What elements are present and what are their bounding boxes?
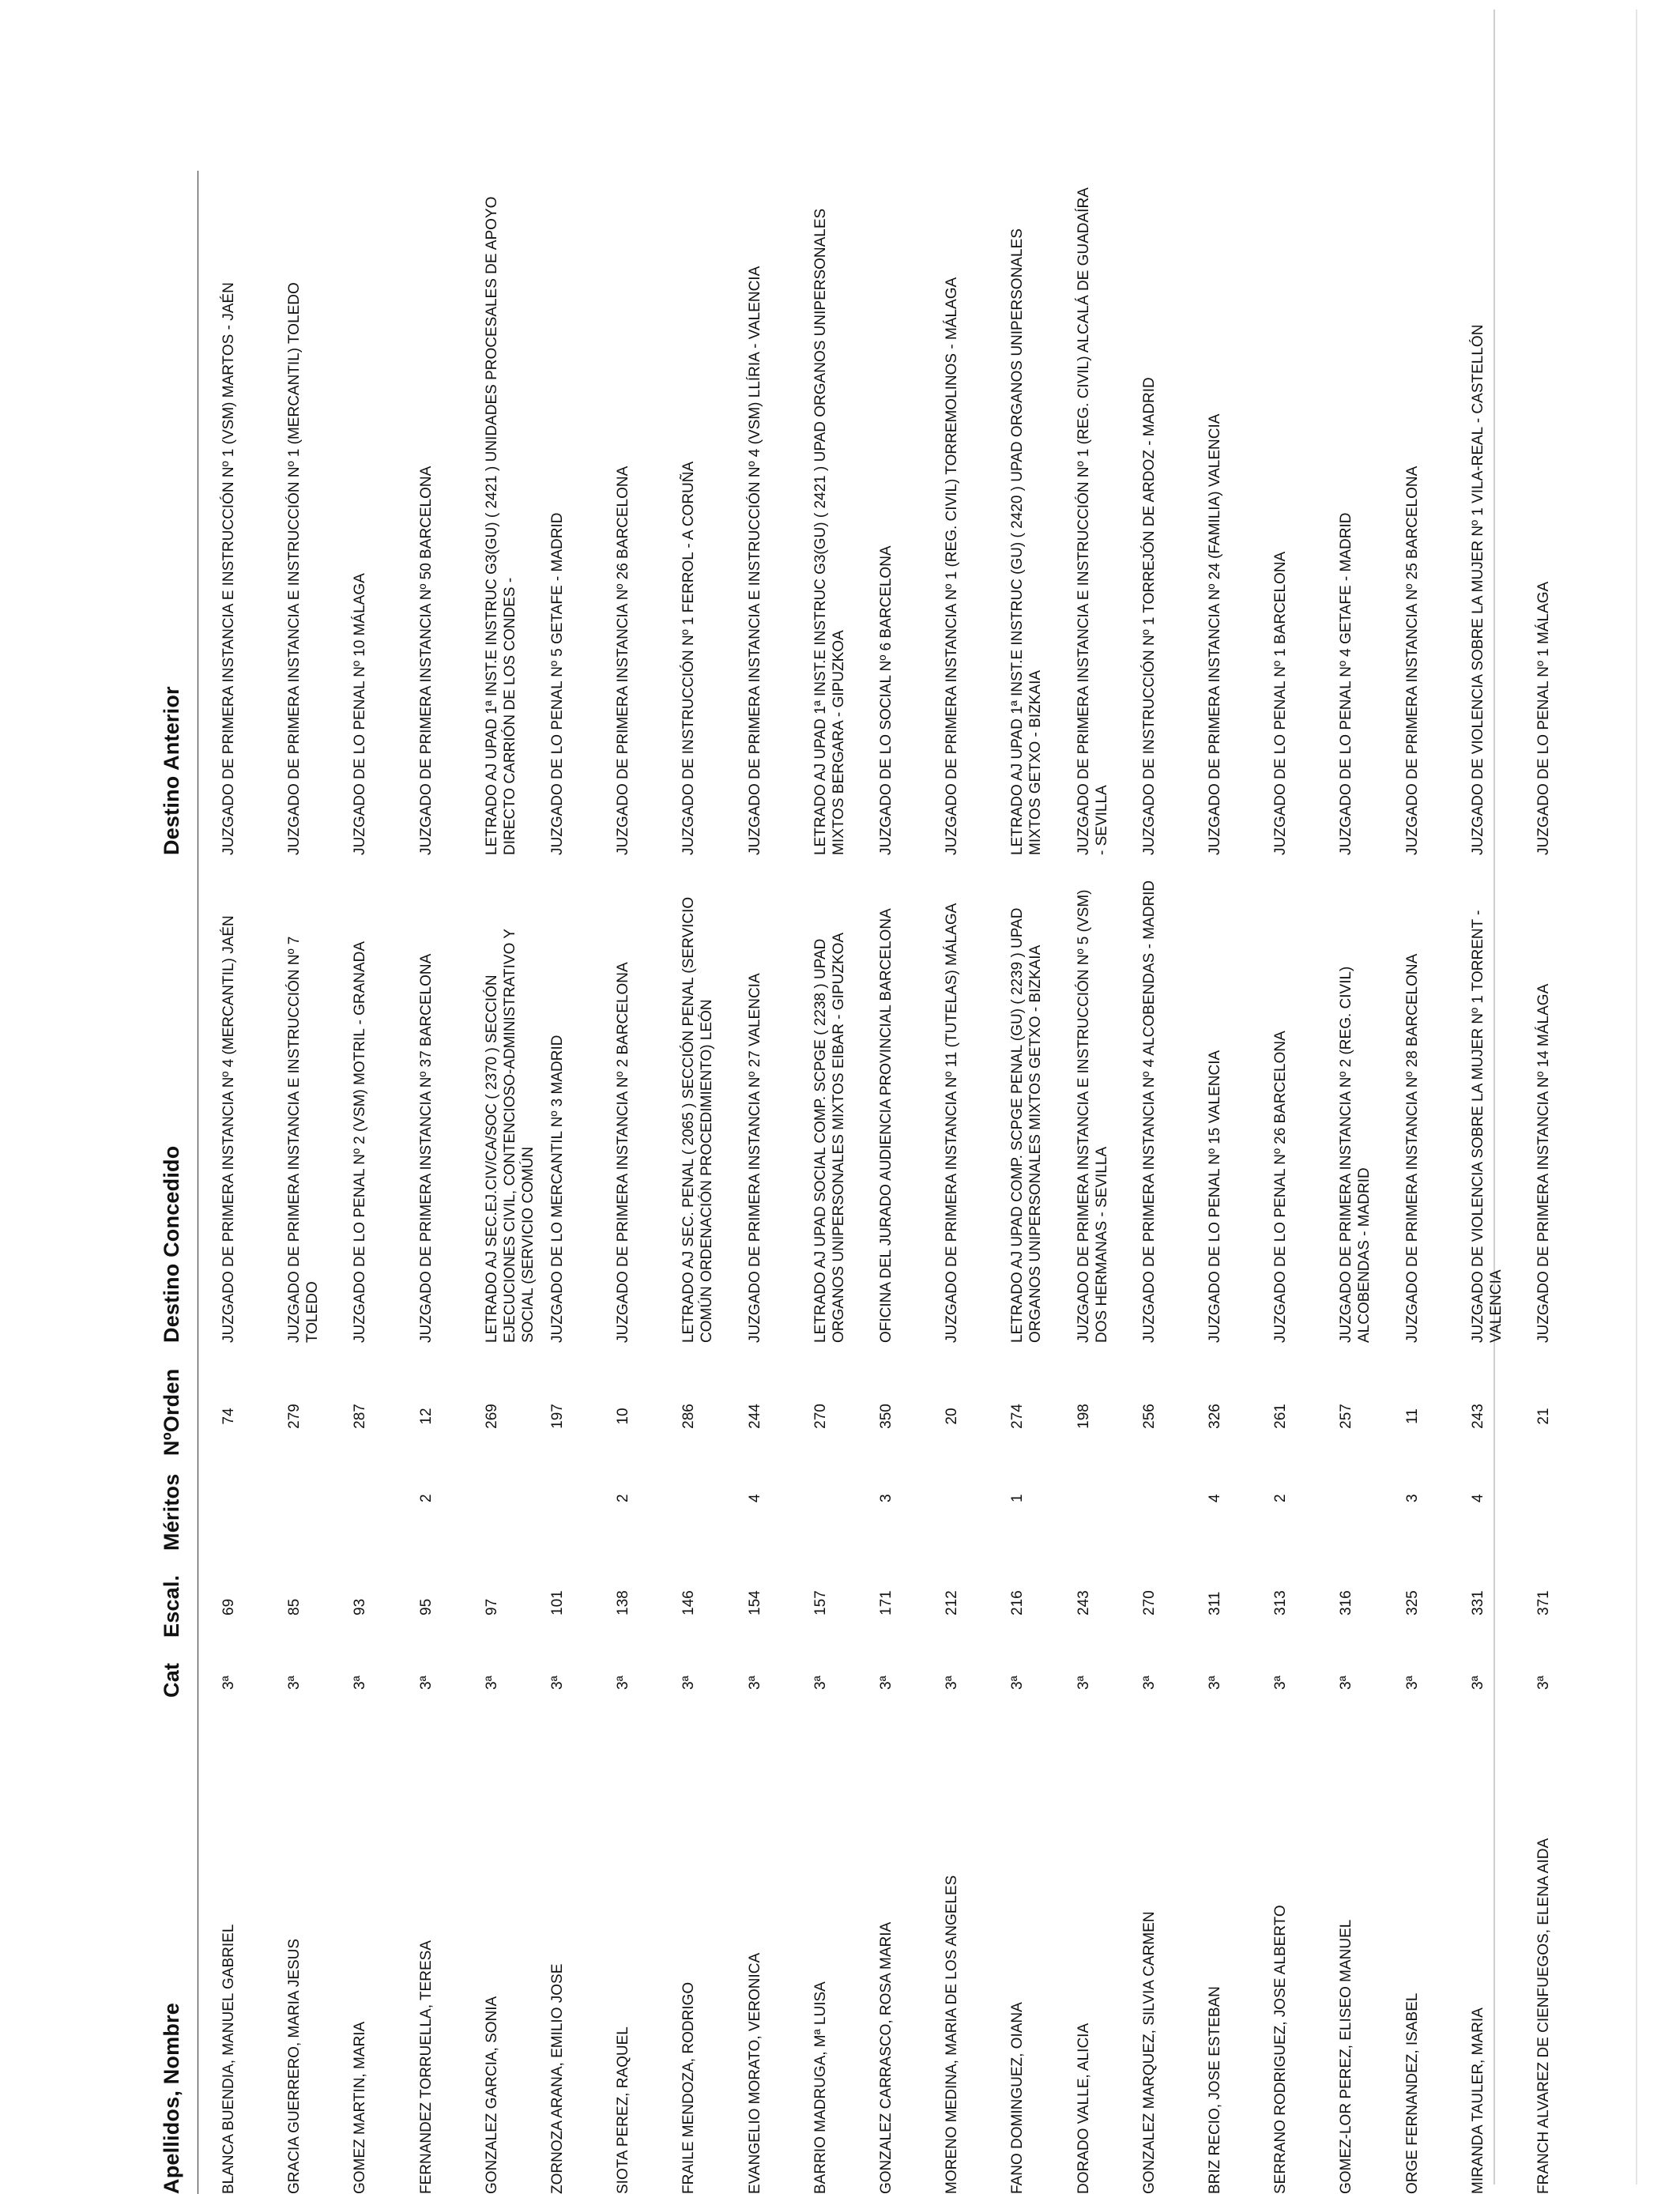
cell-escal: 325 — [1403, 1590, 1421, 1615]
cell-cat: 3ª — [417, 1676, 435, 1690]
cell-orden: 12 — [417, 1408, 435, 1425]
cell-destino-anterior: JUZGADO DE PRIMERA INSTANCIA E INSTRUCCIÓN Nº 1 (VSM) MARTOS - JAÉN — [220, 282, 237, 855]
cell-destino-concedido: JUZGADO DE PRIMERA INSTANCIA Nº 27 VALENCIA — [746, 973, 763, 1343]
cell-destino-anterior: JUZGADO DE LO SOCIAL Nº 6 BARCELONA — [878, 545, 895, 855]
cell-destino-concedido: LETRADO AJ SEC.EJ.CIV/CA/SOC ( 2370 ) SECCIÓN EJECUCIONES CIVIL, CONTENCIOSO-ADMINISTRATIVO Y SOCIAL (SERVICIO COMÚN — [483, 929, 537, 1343]
cell-orden: 10 — [615, 1408, 632, 1425]
cell-name: GONZALEZ GARCIA, SONIA — [483, 1996, 500, 2194]
cell-destino-anterior: JUZGADO DE PRIMERA INSTANCIA Nº 50 BARCELONA — [417, 466, 435, 855]
cell-destino-anterior: JUZGADO DE PRIMERA INSTANCIA Nº 26 BARCELONA — [615, 466, 632, 855]
cell-cat: 3ª — [1338, 1676, 1355, 1690]
header-meritos: Méritos — [160, 1473, 183, 1551]
table-row — [1389, 171, 1456, 2194]
cell-destino-anterior: JUZGADO DE PRIMERA INSTANCIA Nº 25 BARCELONA — [1403, 466, 1421, 855]
cell-name: GOMEZ MARTIN, MARIA — [352, 2021, 369, 2194]
cell-escal: 270 — [1140, 1590, 1158, 1615]
table-row — [1257, 171, 1324, 2194]
cell-cat: 3ª — [615, 1676, 632, 1690]
cell-name: SIOTA PEREZ, RAQUEL — [615, 2026, 632, 2194]
cell-name: EVANGELIO MORATO, VERONICA — [746, 1952, 763, 2194]
cell-orden: 270 — [812, 1404, 829, 1429]
cell-escal: 171 — [878, 1590, 895, 1615]
cell-name: FRAILE MENDOZA, RODRIGO — [680, 1981, 698, 2194]
cell-name: FANO DOMINGUEZ, OIANA — [1009, 2002, 1026, 2194]
cell-cat: 3ª — [1403, 1676, 1421, 1690]
cell-destino-concedido: JUZGADO DE VIOLENCIA SOBRE LA MUJER Nº 1 TORRENT - VALENCIA — [1469, 910, 1505, 1343]
cell-destino-anterior: JUZGADO DE PRIMERA INSTANCIA E INSTRUCCIÓN Nº 1 (REG. CIVIL) ALCALÁ DE GUADAÍRA - SEVILLA — [1075, 188, 1110, 855]
cell-destino-anterior: JUZGADO DE LO PENAL Nº 10 MÁLAGA — [352, 573, 369, 855]
cell-name: MORENO MEDINA, MARIA DE LOS ANGELES — [944, 1875, 961, 2194]
cell-escal: 243 — [1075, 1590, 1092, 1615]
cell-orden: 279 — [286, 1404, 303, 1429]
header-anterior: Destino Anterior — [160, 686, 183, 855]
cell-name: MIRANDA TAULER, MARIA — [1469, 2007, 1486, 2194]
cell-orden: 74 — [220, 1408, 237, 1425]
cell-destino-concedido: JUZGADO DE PRIMERA INSTANCIA E INSTRUCCIÓN Nº 5 (VSM) DOS HERMANAS - SEVILLA — [1075, 889, 1110, 1343]
cell-name: GONZALEZ CARRASCO, ROSA MARIA — [878, 1921, 895, 2194]
table-row — [1192, 171, 1258, 2194]
table-row — [337, 171, 403, 2194]
cell-meritos: 4 — [1469, 1494, 1486, 1502]
cell-name: SERRANO RODRIGUEZ, JOSE ALBERTO — [1272, 1905, 1290, 2194]
cell-name: BLANCA BUENDIA, MANUEL GABRIEL — [220, 1924, 237, 2194]
cell-meritos: 3 — [878, 1494, 895, 1502]
cell-cat: 3ª — [944, 1676, 961, 1690]
cell-orden: 20 — [944, 1408, 961, 1425]
header-concedido: Destino Concedido — [160, 1145, 183, 1343]
cell-destino-concedido: JUZGADO DE PRIMERA INSTANCIA Nº 4 (MERCANTIL) JAÉN — [220, 915, 237, 1343]
page-border-line-outer — [1636, 9, 1637, 2185]
cell-orden: 269 — [483, 1404, 500, 1429]
cell-destino-anterior: JUZGADO DE INSTRUCCIÓN Nº 1 TORREJÓN DE ARDOZ - MADRID — [1140, 377, 1158, 855]
table-row — [205, 171, 272, 2194]
cell-orden: 286 — [680, 1404, 698, 1429]
cell-escal: 101 — [549, 1590, 566, 1615]
table-row — [1520, 171, 1587, 2194]
header-orden: NºOrden — [160, 1368, 183, 1456]
cell-orden: 197 — [549, 1404, 566, 1429]
table-row — [534, 171, 601, 2194]
cell-escal: 157 — [812, 1590, 829, 1615]
table-row — [863, 171, 929, 2194]
cell-cat: 3ª — [746, 1676, 763, 1690]
cell-orden: 198 — [1075, 1404, 1092, 1429]
cell-meritos: 2 — [1272, 1494, 1290, 1502]
cell-escal: 97 — [483, 1598, 500, 1615]
cell-escal: 93 — [352, 1598, 369, 1615]
cell-cat: 3ª — [1207, 1676, 1223, 1690]
cell-name: ZORNOZA ARANA, EMILIO JOSE — [549, 1963, 566, 2194]
table-row — [1126, 171, 1192, 2194]
table-row — [1455, 171, 1521, 2194]
cell-meritos: 4 — [1207, 1494, 1223, 1502]
cell-destino-anterior: JUZGADO DE LO PENAL Nº 5 GETAFE - MADRID — [549, 512, 566, 855]
cell-escal: 138 — [615, 1590, 632, 1615]
cell-meritos: 2 — [615, 1494, 632, 1502]
cell-name: BARRIO MADRUGA, Mª LUISA — [812, 1981, 829, 2194]
table-row — [469, 171, 535, 2194]
table-row — [1060, 171, 1127, 2194]
cell-orden: 287 — [352, 1404, 369, 1429]
cell-destino-anterior: JUZGADO DE PRIMERA INSTANCIA Nº 24 (FAMILIA) VALENCIA — [1207, 413, 1223, 855]
cell-destino-anterior: JUZGADO DE LO PENAL Nº 4 GETAFE - MADRID — [1338, 512, 1355, 855]
cell-orden: 256 — [1140, 1404, 1158, 1429]
cell-cat: 3ª — [220, 1676, 237, 1690]
table-row — [403, 171, 469, 2194]
cell-escal: 212 — [944, 1590, 961, 1615]
cell-destino-concedido: JUZGADO DE PRIMERA INSTANCIA Nº 2 BARCELONA — [615, 962, 632, 1343]
cell-name: FERNANDEZ TORRUELLA, TERESA — [417, 1940, 435, 2194]
cell-destino-anterior: JUZGADO DE LO PENAL Nº 1 BARCELONA — [1272, 551, 1290, 855]
cell-meritos: 3 — [1403, 1494, 1421, 1502]
cell-orden: 257 — [1338, 1404, 1355, 1429]
cell-cat: 3ª — [1009, 1676, 1026, 1690]
cell-cat: 3ª — [812, 1676, 829, 1690]
cell-meritos: 2 — [417, 1494, 435, 1502]
cell-meritos: 1 — [1009, 1494, 1026, 1502]
cell-destino-concedido: JUZGADO DE PRIMERA INSTANCIA Nº 2 (REG. CIVIL) ALCOBENDAS - MADRID — [1338, 966, 1373, 1343]
cell-destino-anterior: JUZGADO DE PRIMERA INSTANCIA E INSTRUCCIÓN Nº 1 (MERCANTIL) TOLEDO — [286, 282, 303, 855]
cell-destino-concedido: LETRADO AJ UPAD COMP. SCPGE PENAL (GU) ( 2239 ) UPAD ORGANOS UNIPERSONALES MIXTOS GETXO - BIZKAIA — [1009, 907, 1045, 1343]
cell-cat: 3ª — [1140, 1676, 1158, 1690]
cell-orden: 11 — [1403, 1408, 1421, 1424]
table-row — [1323, 171, 1389, 2194]
cell-name: GOMEZ-LOR PEREZ, ELISEO MANUEL — [1338, 1919, 1355, 2194]
cell-destino-concedido: JUZGADO DE LO PENAL Nº 15 VALENCIA — [1207, 1050, 1223, 1343]
cell-escal: 69 — [220, 1598, 237, 1615]
cell-destino-concedido: LETRADO AJ UPAD SOCIAL COMP. SCPGE ( 2238 ) UPAD ORGANOS UNIPERSONALES MIXTOS EIBAR - GIPUZKOA — [812, 932, 847, 1343]
cell-destino-anterior: JUZGADO DE VIOLENCIA SOBRE LA MUJER Nº 1 VILA-REAL - CASTELLÓN — [1469, 324, 1486, 855]
cell-escal: 371 — [1535, 1590, 1552, 1615]
table-row — [271, 171, 337, 2194]
cell-escal: 313 — [1272, 1590, 1290, 1615]
table-row — [994, 171, 1060, 2194]
cell-name: FRANCH ALVAREZ DE CIENFUEGOS, ELENA AIDA — [1535, 1838, 1552, 2194]
cell-destino-concedido: JUZGADO DE LO MERCANTIL Nº 3 MADRID — [549, 1035, 566, 1343]
cell-destino-anterior: JUZGADO DE PRIMERA INSTANCIA E INSTRUCCIÓN Nº 4 (VSM) LLÍRIA - VALENCIA — [746, 266, 763, 855]
cell-escal: 311 — [1207, 1591, 1223, 1615]
cell-escal: 154 — [746, 1590, 763, 1615]
cell-escal: 316 — [1338, 1590, 1355, 1615]
cell-orden: 21 — [1535, 1408, 1552, 1425]
cell-orden: 261 — [1272, 1404, 1290, 1429]
cell-orden: 243 — [1469, 1404, 1486, 1429]
header-name: Apellidos, Nombre — [160, 2003, 183, 2194]
cell-name: GRACIA GUERRERO, MARIA JESUS — [286, 1938, 303, 2194]
cell-destino-concedido: JUZGADO DE LO PENAL Nº 2 (VSM) MOTRIL - GRANADA — [352, 941, 369, 1343]
cell-escal: 331 — [1469, 1590, 1486, 1615]
cell-name: DORADO VALLE, ALICIA — [1075, 2022, 1092, 2194]
cell-orden: 244 — [746, 1404, 763, 1429]
cell-destino-anterior: LETRADO AJ UPAD 1ª INST.E INSTRUC G3(GU) ( 2421 ) UNIDADES PROCESALES DE APOYO DIRECTO CARRIÓN DE LOS CONDES - — [483, 196, 518, 855]
cell-destino-anterior: LETRADO AJ UPAD 1ª INST.E INSTRUC (GU) ( 2420 ) UPAD ORGANOS UNIPERSONALES MIXTOS GETXO - BIZKAIA — [1009, 228, 1045, 855]
cell-escal: 85 — [286, 1598, 303, 1615]
table-row — [665, 171, 732, 2194]
table-row — [732, 171, 798, 2194]
table-row — [797, 171, 864, 2194]
cell-destino-anterior: JUZGADO DE INSTRUCCIÓN Nº 1 FERROL - A CORUÑA — [680, 461, 698, 855]
rotated-table — [150, 171, 1552, 2194]
cell-destino-concedido: JUZGADO DE PRIMERA INSTANCIA Nº 14 MÁLAGA — [1535, 983, 1552, 1343]
cell-cat: 3ª — [680, 1676, 698, 1690]
cell-cat: 3ª — [1535, 1676, 1552, 1690]
cell-destino-concedido: JUZGADO DE PRIMERA INSTANCIA Nº 4 ALCOBENDAS - MADRID — [1140, 880, 1158, 1343]
cell-orden: 274 — [1009, 1404, 1026, 1429]
cell-destino-anterior: JUZGADO DE LO PENAL Nº 1 MÁLAGA — [1535, 581, 1552, 855]
cell-destino-concedido: JUZGADO DE PRIMERA INSTANCIA Nº 11 (TUTELAS) MÁLAGA — [944, 903, 961, 1343]
cell-destino-anterior: JUZGADO DE PRIMERA INSTANCIA Nº 1 (REG. CIVIL) TORREMOLINOS - MÁLAGA — [944, 277, 961, 855]
cell-name: GONZALEZ MARQUEZ, SILVIA CARMEN — [1140, 1911, 1158, 2194]
table-row — [600, 171, 666, 2194]
cell-destino-anterior: LETRADO AJ UPAD 1ª INST.E INSTRUC G3(GU) ( 2421 ) UPAD ORGANOS UNIPERSONALES MIXTOS BERGARA - GIPUZKOA — [812, 208, 847, 855]
cell-escal: 95 — [417, 1598, 435, 1615]
cell-destino-concedido: JUZGADO DE PRIMERA INSTANCIA E INSTRUCCIÓN Nº 7 TOLEDO — [286, 936, 322, 1343]
table-row — [929, 171, 995, 2194]
table-header — [150, 171, 198, 2194]
cell-cat: 3ª — [1272, 1676, 1290, 1690]
cell-cat: 3ª — [483, 1676, 500, 1690]
header-escal: Escal. — [160, 1574, 183, 1638]
cell-escal: 146 — [680, 1590, 698, 1615]
cell-cat: 3ª — [1075, 1676, 1092, 1690]
cell-name: ORGE FERNANDEZ, ISABEL — [1403, 1992, 1421, 2194]
cell-name: BRIZ RECIO, JOSE ESTEBAN — [1207, 1986, 1223, 2194]
cell-destino-concedido: JUZGADO DE LO PENAL Nº 26 BARCELONA — [1272, 1031, 1290, 1343]
cell-meritos: 4 — [746, 1494, 763, 1502]
cell-destino-concedido: LETRADO AJ SEC. PENAL ( 2065 ) SECCIÓN PENAL (SERVICIO COMÚN ORDENACIÓN PROCEDIMIENTO) LEÓN — [680, 896, 716, 1343]
cell-cat: 3ª — [286, 1676, 303, 1690]
cell-cat: 3ª — [352, 1676, 369, 1690]
header-cat: Cat — [160, 1662, 183, 1698]
cell-escal: 216 — [1009, 1590, 1026, 1615]
cell-cat: 3ª — [549, 1676, 566, 1690]
cell-destino-concedido: JUZGADO DE PRIMERA INSTANCIA Nº 37 BARCELONA — [417, 953, 435, 1343]
cell-destino-concedido: JUZGADO DE PRIMERA INSTANCIA Nº 28 BARCELONA — [1403, 953, 1421, 1343]
cell-cat: 3ª — [878, 1676, 895, 1690]
cell-destino-concedido: OFICINA DEL JURADO AUDIENCIA PROVINCIAL BARCELONA — [878, 908, 895, 1343]
cell-orden: 350 — [878, 1404, 895, 1429]
cell-cat: 3ª — [1469, 1676, 1486, 1690]
cell-orden: 326 — [1207, 1404, 1223, 1429]
